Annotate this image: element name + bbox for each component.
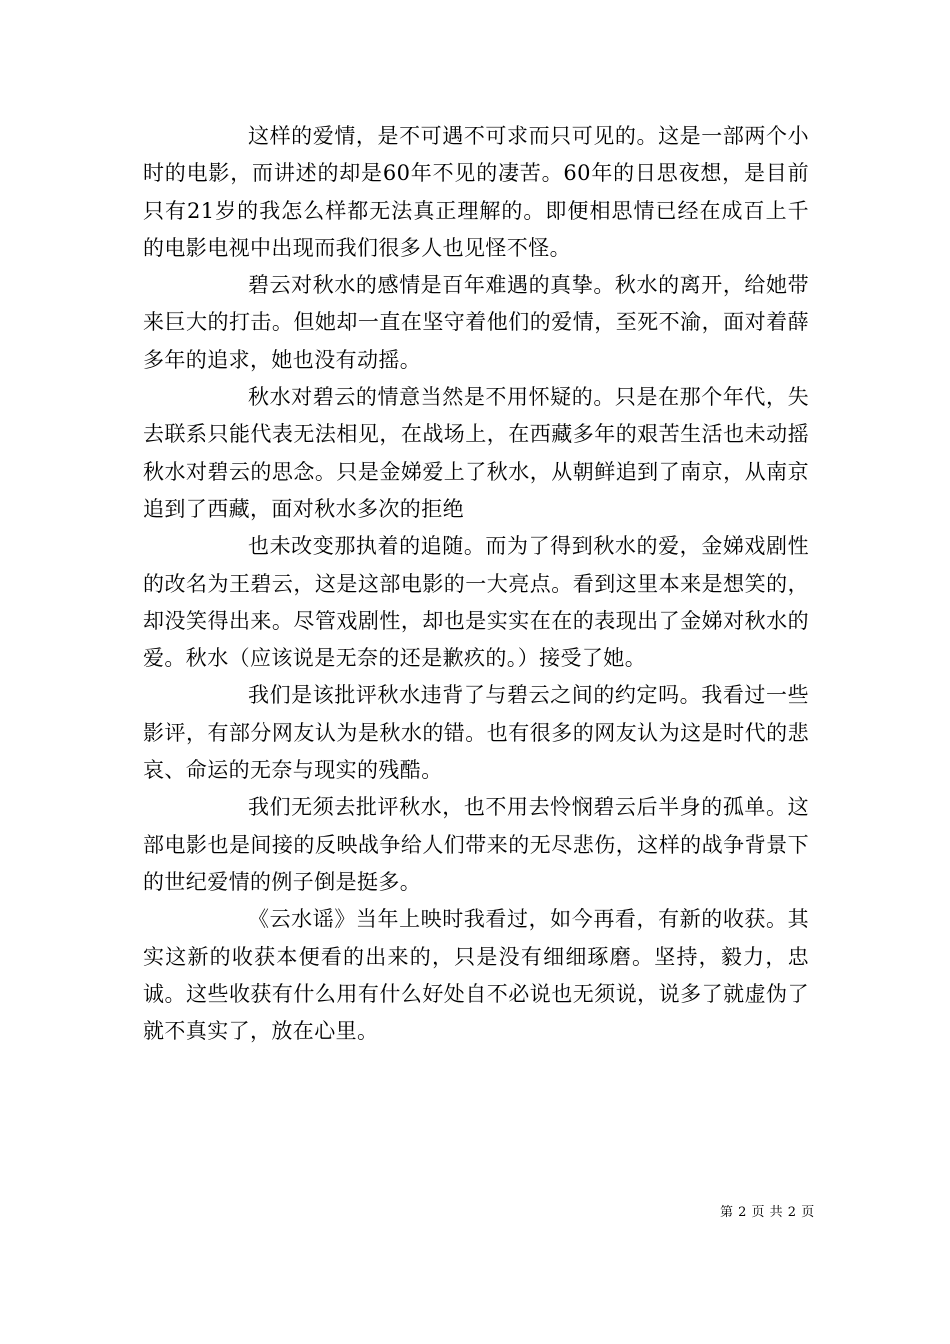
paragraph-6: 我们无须去批评秋水，也不用去怜悯碧云后半身的孤单。这部电影也是间接的反映战争给人们带来的无尽悲伤，这样的战争背景下的世纪爱情的例子倒是挺多。 (143, 795, 809, 894)
document-body (143, 118, 809, 1050)
paragraph-3: 秋水对碧云的情意当然是不用怀疑的。只是在那个年代，失去联系只能代表无法相见，在战场上，在西藏多年的艰苦生活也未动摇秋水对碧云的思念。只是金娣爱上了秋水，从朝鲜追到了南京，从南京追到了西藏，面对秋水多次的拒绝 (143, 385, 809, 521)
paragraph-1: 这样的爱情，是不可遇不可求而只可见的。这是一部两个小时的电影，而讲述的却是60年不见的凄苦。60年的日思夜想，是目前只有21岁的我怎么样都无法真正理解的。即便相思情已经在成百上千的电影电视中出现而我们很多人也见怪不怪。 (143, 124, 809, 260)
page-number-footer: 第 2 页 共 2 页 (720, 1205, 815, 1220)
paragraph-5: 我们是该批评秋水违背了与碧云之间的约定吗。我看过一些影评，有部分网友认为是秋水的错。也有很多的网友认为这是时代的悲哀、命运的无奈与现实的残酷。 (143, 683, 809, 783)
paragraph-4: 也未改变那执着的追随。而为了得到秋水的爱，金娣戏剧性的改名为王碧云，这是这部电影的一大亮点。看到这里本来是想笑的，却没笑得出来。尽管戏剧性，却也是实实在在的表现出了金娣对秋水的爱。秋水（应该说是无奈的还是歉疚的。）接受了她。 (143, 534, 809, 671)
paragraph-2: 碧云对秋水的感情是百年难遇的真挚。秋水的离开，给她带来巨大的打击。但她却一直在坚守着他们的爱情，至死不渝，面对着薛多年的追求，她也没有动摇。 (143, 273, 809, 372)
paragraph-7: 《云水谣》当年上映时我看过，如今再看，有新的收获。其实这新的收获本便看的出来的，只是没有细细琢磨。坚持，毅力，忠诚。这些收获有什么用有什么好处自不必说也无须说，说多了就虚伪了就不真实了，放在心里。 (143, 907, 809, 1044)
